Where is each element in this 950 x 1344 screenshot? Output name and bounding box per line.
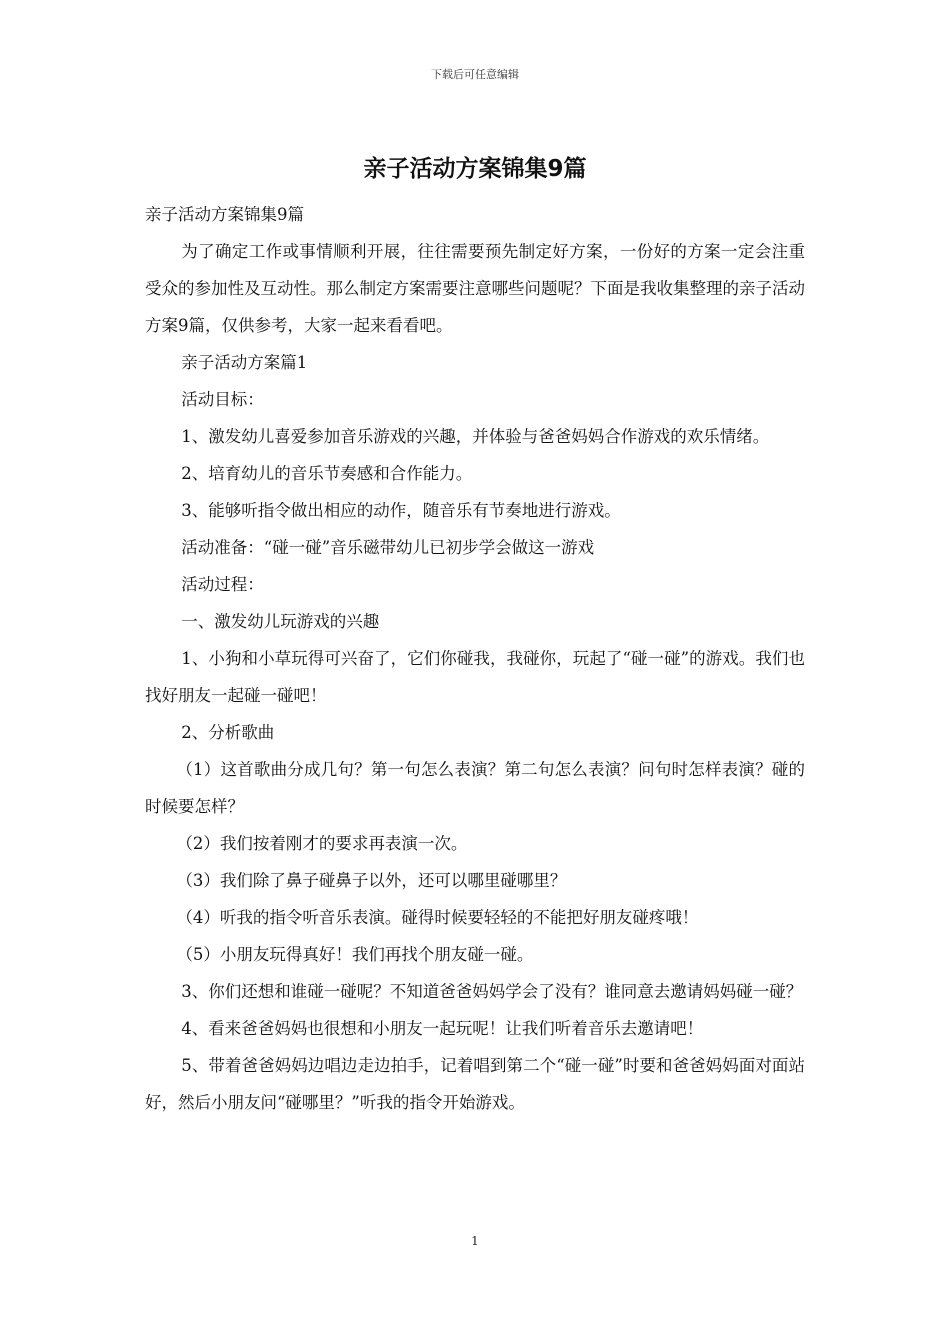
paragraph-process-heading: 活动过程： — [181, 575, 264, 594]
paragraph-step-3: 3、你们还想和谁碰一碰呢？不知道爸爸妈妈学会了没有？谁同意去邀请妈妈碰一碰？ — [181, 982, 803, 1001]
page-number: 1 — [471, 1234, 479, 1248]
paragraph-substep-3: （3）我们除了鼻子碰鼻子以外，还可以哪里碰哪里？ — [176, 871, 567, 890]
header-note: 下载后可任意编辑 — [431, 68, 519, 81]
paragraph-substep-2: （2）我们按着刚才的要求再表演一次。 — [176, 834, 468, 853]
paragraph-step-1: 1、小狗和小草玩得可兴奋了，它们你碰我，我碰你，玩起了“碰一碰”的游戏。我们也找好朋友一起碰一碰吧！ — [145, 649, 805, 705]
paragraph-goal-3: 3、能够听指令做出相应的动作，随音乐有节奏地进行游戏。 — [181, 501, 621, 520]
paragraph-goals-heading: 活动目标： — [181, 390, 264, 409]
paragraph-goal-2: 2、培育幼儿的音乐节奏感和合作能力。 — [181, 464, 473, 483]
paragraph-intro: 为了确定工作或事情顺利开展，往往需要预先制定好方案，一份好的方案一定会注重受众的参加性及互动性。那么制定方案需要注意哪些问题呢？下面是我收集整理的亲子活动方案9篇，仅供参考，大家一起来看看吧。 — [145, 242, 805, 335]
paragraph-preparation: 活动准备：“碰一碰”音乐磁带幼儿已初步学会做这一游戏 — [181, 538, 595, 557]
paragraph-step-5: 5、带着爸爸妈妈边唱边走边拍手，记着唱到第二个“碰一碰”时要和爸爸妈妈面对面站好，然后小朋友问“碰哪里？”听我的指令开始游戏。 — [145, 1056, 805, 1112]
paragraph-goal-1: 1、激发幼儿喜爱参加音乐游戏的兴趣，并体验与爸爸妈妈合作游戏的欢乐情绪。 — [181, 427, 770, 446]
paragraph-step-4: 4、看来爸爸妈妈也很想和小朋友一起玩呢！让我们听着音乐去邀请吧！ — [181, 1019, 704, 1038]
paragraph-substep-5: （5）小朋友玩得真好！我们再找个朋友碰一碰。 — [176, 945, 534, 964]
paragraph-step-one: 一、激发幼儿玩游戏的兴趣 — [181, 612, 380, 631]
paragraph-step-2: 2、分析歌曲 — [181, 723, 275, 742]
paragraph-substep-4: （4）听我的指令听音乐表演。碰得时候要轻轻的不能把好朋友碰疼哦！ — [176, 908, 699, 927]
document-body — [145, 196, 805, 1121]
section-heading: 亲子活动方案篇1 — [181, 353, 308, 372]
paragraph-subtitle: 亲子活动方案锦集9篇 — [145, 205, 304, 224]
document-title: 亲子活动方案锦集9篇 — [363, 156, 587, 182]
paragraph-substep-1: （1）这首歌曲分成几句？第一句怎么表演？第二句怎么表演？问句时怎样表演？碰的时候要怎样？ — [145, 760, 805, 816]
